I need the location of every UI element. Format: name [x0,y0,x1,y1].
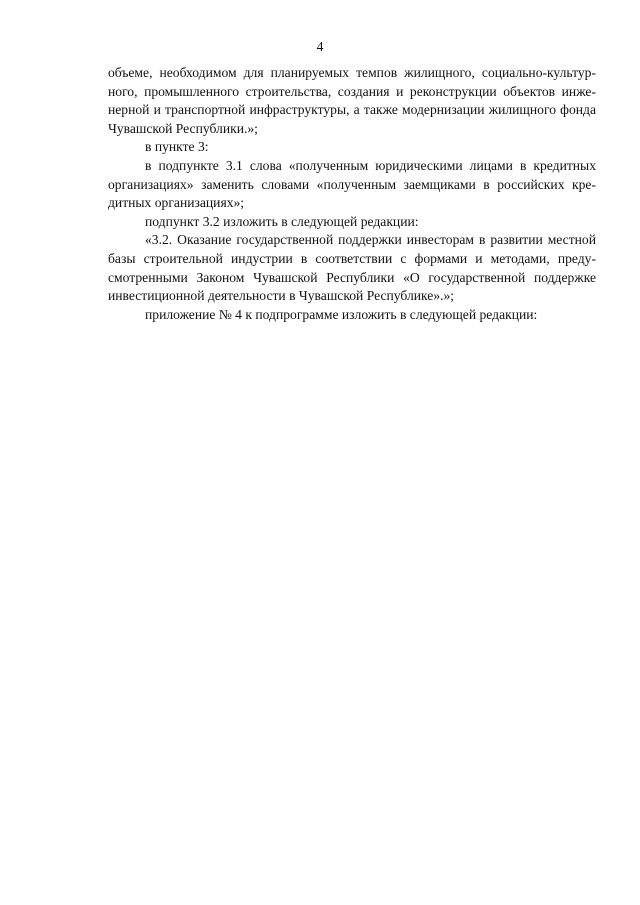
page-number: 4 [316,39,324,54]
paragraph-point-3: в пункте 3: [145,139,209,155]
paragraph-subpoint-3-2-text: «3.2. Оказание государственной поддержки инвесторам в развитии местной базы строительной индустрии в соответствии с формами и методами, предусмотренными Законом Чувашской Республики «О государственной поддержке инвестиционной деятельности в Чувашской Республике».»; [108,232,596,304]
document-body [108,64,596,324]
paragraph-subpoint-3-1: в подпункте 3.1 слова «полученным юридическими лицами в кредитных организациях» заменить словами «полученным заемщиками в российских кредитных организациях»; [108,157,596,211]
paragraph-appendix-4: приложение № 4 к подпрограмме изложить в следующей редакции: [145,306,538,322]
paragraph-subpoint-3-2-intro: подпункт 3.2 изложить в следующей редакции: [145,213,419,229]
paragraph-continuation: объеме, необходимом для планируемых темпов жилищного, социально-культурного, промышленного строительства, создания и реконструкции объектов инженерной и транспортной инфраструктуры, а также модернизации жилищного фонда Чувашской Республики.»; [108,65,596,136]
